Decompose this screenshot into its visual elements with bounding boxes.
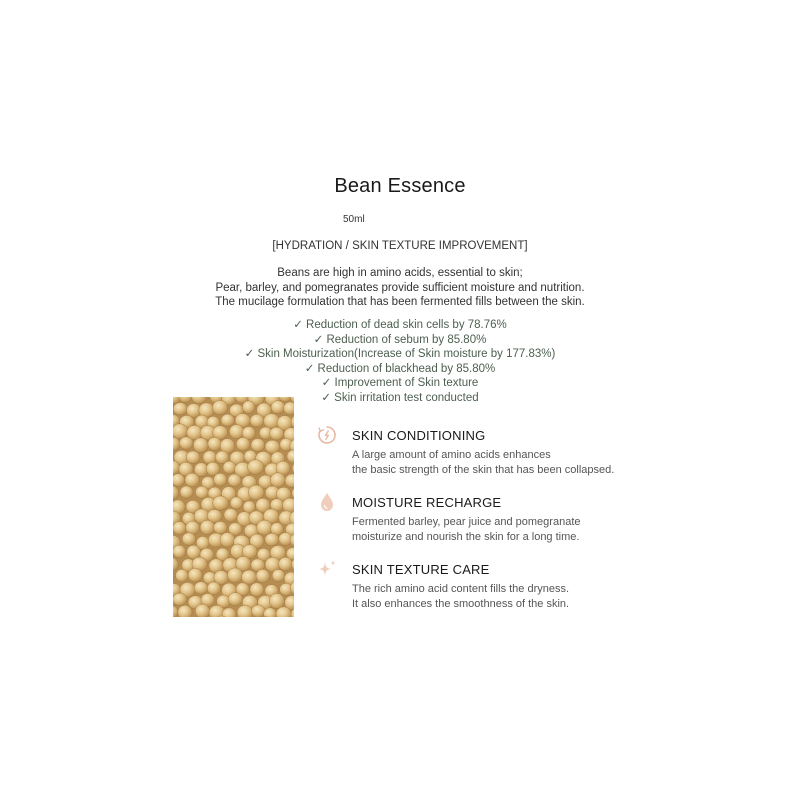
soybean (250, 583, 264, 597)
droplet-icon (316, 491, 338, 513)
soybean (208, 437, 222, 450)
soybean (182, 533, 196, 546)
soybean (186, 521, 200, 534)
feature-description (352, 582, 569, 612)
soybean (212, 400, 227, 414)
swirl-icon (316, 424, 338, 446)
soybean (220, 533, 235, 548)
soybean (230, 497, 243, 509)
soybean (224, 508, 238, 521)
benefit-item: ✓ Skin Moisturization(Increase of Skin moisture by 177.83%) (244, 348, 556, 360)
soybean (229, 425, 244, 439)
soybean (248, 485, 264, 500)
product-description (0, 266, 800, 310)
soybean (173, 545, 186, 558)
feature-heading: MOISTURE RECHARGE (352, 495, 502, 510)
soybean (200, 520, 215, 534)
product-tagline: [HYDRATION / SKIN TEXTURE IMPROVEMENT] (272, 240, 528, 252)
soybean (221, 414, 234, 426)
soybean (193, 438, 208, 453)
description-line: The mucilage formulation that has been fermented fills between the skin. (215, 296, 585, 308)
benefit-item: ✓ Reduction of sebum by 85.80% (313, 333, 487, 346)
soybean (271, 401, 285, 414)
benefit-item: ✓ Skin irritation test conducted (321, 391, 479, 404)
soybean (236, 437, 250, 450)
feature-skin-texture-care (316, 558, 736, 625)
product-volume: 50ml (343, 214, 365, 225)
soybean (176, 569, 189, 582)
feature-moisture-recharge (316, 491, 736, 558)
soybean (242, 401, 255, 414)
soybean (248, 460, 264, 475)
feature-heading: SKIN TEXTURE CARE (352, 562, 490, 577)
soybean (213, 496, 229, 510)
benefit-item: ✓ Improvement of Skin texture (321, 377, 479, 389)
features-list (316, 424, 736, 625)
sparkle-icon (316, 558, 338, 580)
soybean (251, 439, 265, 452)
benefits-list (0, 318, 800, 405)
description-line: Pear, barley, and pomegranates provide sufficient moisture and nutrition. (215, 281, 585, 294)
soybean (265, 533, 279, 546)
soybean (270, 473, 285, 488)
feature-line: moisturize and nourish the skin for a long time. (352, 531, 580, 543)
feature-line: The rich amino acid content fills the dryness. (352, 583, 570, 595)
soybean (272, 569, 285, 581)
soybean (203, 451, 217, 464)
soybean (269, 593, 284, 608)
feature-line: It also enhances the smoothness of the skin. (352, 598, 570, 610)
soybean (257, 520, 273, 535)
benefit-item: ✓ Reduction of dead skin cells by 78.76% (293, 319, 507, 331)
soybean (228, 474, 241, 487)
soybean (207, 582, 220, 595)
soybean (195, 486, 208, 498)
feature-heading: SKIN CONDITIONING (352, 428, 486, 443)
soybean (214, 473, 227, 486)
feature-line: Fermented barley, pear juice and pomegranate (352, 516, 581, 528)
soybean (270, 427, 284, 440)
soybean (188, 568, 202, 582)
soybean (173, 474, 185, 487)
soybean (179, 437, 193, 450)
feature-skin-conditioning (316, 424, 736, 491)
soybean (256, 569, 270, 582)
soybean (180, 486, 193, 498)
soybean (214, 521, 228, 534)
soybeans-image (173, 397, 294, 617)
benefit-item: ✓ Reduction of blackhead by 85.80% (304, 362, 496, 375)
feature-line: A large amount of amino acids enhances (352, 449, 551, 461)
soybean (241, 570, 256, 584)
soybean (186, 451, 200, 464)
feature-description (352, 448, 614, 478)
soybean (185, 473, 200, 487)
description-line: Beans are high in amino acids, essential to skin; (277, 267, 523, 279)
soybean (227, 568, 242, 583)
soybeans-illustration (173, 397, 294, 617)
soybean (223, 461, 236, 474)
feature-description (352, 515, 581, 545)
soybean (228, 593, 243, 606)
soybean (195, 604, 210, 617)
soybean (173, 593, 187, 606)
soybean (173, 403, 187, 416)
soybean (173, 424, 188, 439)
soybean (279, 557, 293, 571)
product-title: Bean Essence (334, 175, 466, 197)
soybean (251, 605, 265, 617)
soybean (194, 582, 208, 595)
feature-line: the basic strength of the skin that has been collapsed. (352, 464, 615, 476)
soybean (265, 440, 280, 453)
soybean (250, 414, 264, 427)
soybean (173, 522, 186, 535)
